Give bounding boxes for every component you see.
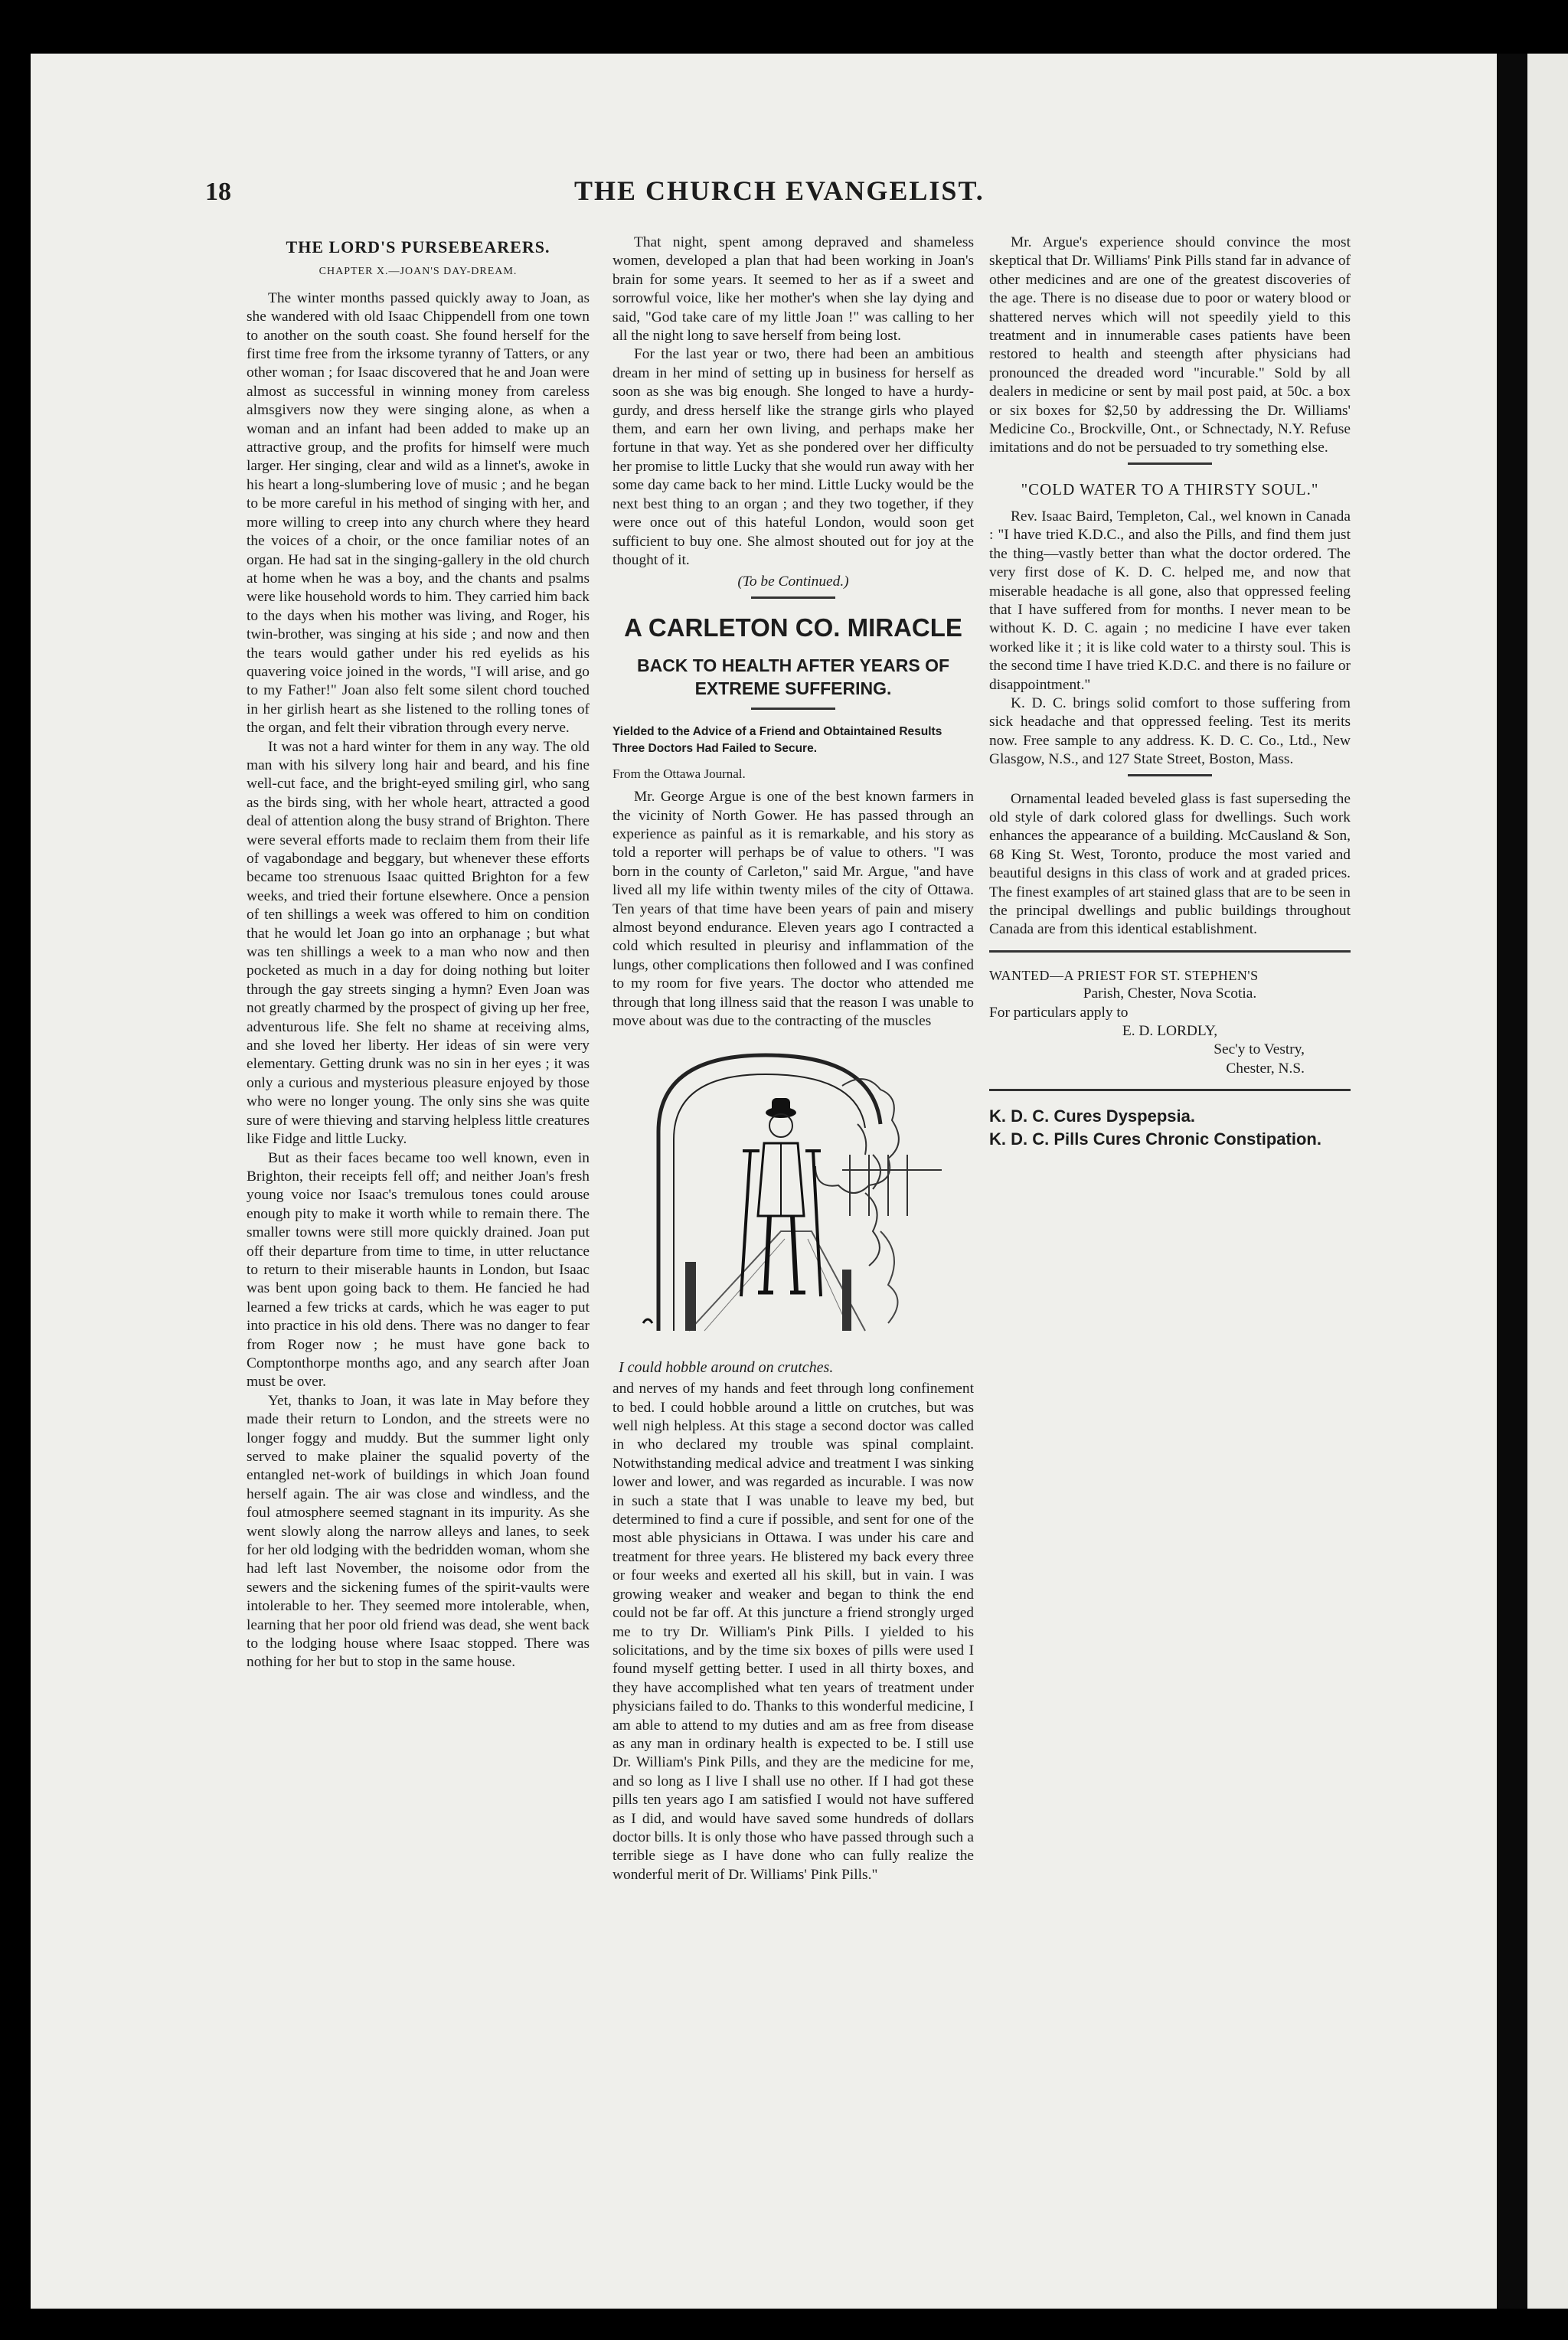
crutches-engraving-icon — [612, 1040, 949, 1346]
serial-paragraph: That night, spent among depraved and shameless women, developed a plan that had been working in Joan's brain for some years. It seemed to her as if a sweet and sorrowful voice, like her mother's when she lay dying and said, "God take care of my little Joan !" was calling to her all the night long to save herself from being lost. — [612, 234, 974, 345]
wanted-place: Chester, N.S. — [1226, 1060, 1305, 1077]
next-page-edge — [1527, 54, 1568, 2309]
chapter-heading: CHAPTER X.—JOAN'S DAY-DREAM. — [318, 266, 518, 278]
column-3 — [989, 234, 1351, 1151]
divider — [989, 1089, 1351, 1091]
page-number: 18 — [205, 178, 231, 206]
serial-title: THE LORD'S PURSEBEARERS. — [286, 237, 550, 257]
glass-notice: Ornamental leaded beveled glass is fast superseding the old style of dark colored glass for dwellings. Such work enhances the appearance of a building. McCausland & Son, 68 King St. West, Toronto, produce the most varied and beautiful designs in this class of work and at graded prices. The finest examples of art stained glass that are to be seen in the principal dwellings and public buildings throughout Canada are from this identical establishment. — [989, 790, 1351, 938]
to-be-continued: (To be Continued.) — [737, 574, 849, 590]
column-2 — [612, 234, 974, 1884]
serial-paragraph: It was not a hard winter for them in any way. The old man with his silvery long hair and beard, and his fine well-cut face, and the bright-eyed smiling girl, who sang as the birds sing, with her whole heart, attracted a good deal of attention along the busy strand of Brighton. There were several efforts made to reclaim them from their life of vagabondage and beggary, but whenever these efforts became too strenuous Isaac quitted Brighton for a few weeks, and tried their fortune elsewhere. Once a pension of ten shillings a week was offered to him on condition that he would let Joan go into an orphanage ; but what was ten shillings a week to a man who now and then pocketed as much in a day for doing nothing but loiter through the gay streets singing a hymn? Even Joan was not greatly charmed by the prospect of giving up her free, adventurous life. She felt no shame at receiving alms, and she loved her liberty. Her ideas of sin were very elementary. Getting drunk was no sin in her eyes ; it was only a curious and mysterious pleasure enjoyed by those who were no longer young. The only sins she was quite sure of were thieving and starving helpless little creatures like Fidge and little Lucky. — [247, 738, 590, 1148]
miracle-paragraph: Mr. George Argue is one of the best known farmers in the vicinity of North Gower. He has passed through an experience as painful as it is remarkable, and his story as told a reporter will perhaps be of value to others. "I was born in the county of Carleton," said Mr. Argue, "and have lived all my life within twenty miles of the city of Ottawa. Ten years of that time have been years of pain and misery almost beyond endurance. Eleven years ago I contracted a cold which resulted in pleurisy and inflammation of the lungs, other complications then followed and I was confined to my room for five years. The doctor who attended me through that long illness said that the reason I was unable to move about was due to the contracting of the muscles — [612, 789, 974, 1029]
column-1 — [247, 234, 590, 1672]
miracle-paragraph: Mr. Argue's experience should convince the most skeptical that Dr. Williams' Pink Pills stand far in advance of other medicines and are one of the greatest discoveries of the age. There is no disease due to poor or watery blood or shattered nerves which will not speedily yield to this treatment and in innumerable cases patients have been restored to health and steength after physicians had pronounced the dreaded word "incurable." Sold by all dealers in medicine or sent by mail post paid, at 50c. a box or six boxes for $2,50 by addressing the Dr. Williams' Medicine Co., Brockville, Ont., or Schnectady, N.Y. Refuse imitations and do not be persuaded to try something else. — [989, 234, 1351, 456]
kdc-ad: K. D. C. Pills Cures Chronic Constipation. — [989, 1129, 1321, 1149]
divider — [1128, 774, 1212, 776]
wanted-parish: Parish, Chester, Nova Scotia. — [1083, 985, 1257, 1002]
wanted-name: E. D. LORDLY, — [1122, 1023, 1218, 1040]
gutter-shadow — [1497, 54, 1527, 2309]
cold-water-paragraph: K. D. C. brings solid comfort to those suffering from sick headache and that oppressed feeling. Test its merits now. Free sample to any address. K. D. C. Co., Ltd., New Glasgow, N.S., and 127 State Street, Boston, Mass. — [989, 694, 1351, 768]
miracle-headline: A CARLETON CO. MIRACLE — [624, 613, 962, 642]
serial-paragraph: The winter months passed quickly away to Joan, as she wandered with old Isaac Chippendell from one town to another on the south coast. She found herself for the first time free from the irksome tyranny of Tatters, or any other woman ; for Isaac discovered that he and Joan were almost as successful in winning money from careless almsgivers now they were singing alone, as when a woman and an infant had been added to make up an attractive group, and the profits for himself were much larger. Her singing, clear and wild as a linnet's, awoke in his heart a long-slumbering love of music ; and he began to be more careful in his method of singing with her, and more willing to creep into any church where they heard the voices of a choir, or the once familiar notes of an organ. He had sat in the singing-gallery in the old church at home when he was a boy, and the chants and psalms were like household words to him. They carried him back to the days when his mother was living, and Roger, his twin-brother, was singing at his side ; and now and then the tears would gather under his red eyelids as his quavering voice joined in the words, "I will arise, and go to my Father!" Joan also felt some silent chord touched in her girlish heart as she listened to the rolling tones of the organ, and felt their vibration through every nerve. — [247, 289, 590, 737]
divider — [1128, 462, 1212, 465]
divider — [751, 596, 835, 599]
wanted-lead: WANTED—A PRIEST FOR ST. STEPHEN'S — [989, 967, 1259, 983]
journal-title: THE CHURCH EVANGELIST. — [574, 175, 985, 206]
miracle-subheadline: BACK TO HEALTH AFTER YEARS OF EXTREME SUFFERING. — [636, 655, 950, 698]
serial-paragraph: For the last year or two, there had been an ambitious dream in her mind of setting up in business for herself as soon as she was big enough. She longed to have a hurdy-gurdy, and dress herself like the strange girls who played them, and earn her own living, and perhaps make her fortune in that way. Yet as she pondered over her difficulty her promise to little Lucky that she would run away with her some day came back to her mind. Little Lucky would be the next best thing to an organ ; and they two together, if they were once out of this hateful London, would soon get sufficient to buy one. She almost shouted out for joy at the thought of it. — [612, 346, 974, 568]
miracle-paragraph: and nerves of my hands and feet through long confinement to bed. I could hobble around a little on crutches, but was well nigh helpless. At this stage a second doctor was called in who declared my trouble was spinal complaint. Notwithstanding medical advice and treatment I was sinking lower and lower, and was regarded as incurable. I was now in such a state that I was unable to leave my bed, but determined to find a cure if possible, and sent for one of the most able physicians in Ottawa. I was under his care and treatment for three years. He blistered my back every three or four weeks and exerted all his skill, but in vain. I was growing weaker and weaker and began to think the end could not be far off. At this juncture a friend strongly urged me to try Dr. William's Pink Pills. I yielded to his solicitations, and by the time six boxes of pills were used I found myself getting better. I used in all thirty boxes, and they have accomplished what ten years of treatment under physicians failed to do. Thanks to this wonderful medicine, I am able to attend to my duties and am as free from disease as any man in ordinary health is expected to be. I still use Dr. William's Pink Pills, and they are the medicine for me, and so long as I live I shall use no other. If I had got these pills ten years ago I am satisfied I would not have suffered as I did, and would have saved some hundreds of dollars doctor bills. It is only those who have passed through such a terrible siege as I have done who can fully realize the wonderful merit of Dr. Williams' Pink Pills." — [612, 1381, 974, 1883]
figure-caption: I could hobble around on crutches. — [619, 1358, 834, 1376]
cold-water-heading: "COLD WATER TO A THIRSTY SOUL." — [1021, 479, 1319, 498]
divider — [989, 950, 1351, 953]
man-on-crutches-illustration — [612, 1040, 974, 1351]
serial-paragraph: Yet, thanks to Joan, it was late in May before they made their return to London, and the streets were no longer foggy and muddy. But the summer light only served to make plainer the squalid poverty of the entangled net-work of buildings in which Joan found herself again. The air was close and windless, and the foul atmosphere seemed stagnant in its impurity. As she went slowly along the narrow alleys and lanes, to seek for her old lodging with the bedridden woman, whom she had left last November, the noisome odor from the sewers and the sickening fumes of the spirit-vaults were intolerable to her. They seemed more intolerable, when, learning that her poor old friend was dead, she went back to the lodging house where Isaac stopped. There was nothing for her but to stop in the same house. — [247, 1392, 590, 1671]
kdc-ad: K. D. C. Cures Dyspepsia. — [989, 1106, 1195, 1126]
wanted-notice — [989, 966, 1351, 1078]
miracle-deck: Yielded to the Advice of a Friend and Obtaintained Results Three Doctors Had Failed to Secure. — [612, 724, 942, 755]
miracle-source: From the Ottawa Journal. — [612, 766, 746, 781]
wanted-role: Sec'y to Vestry, — [1214, 1041, 1305, 1058]
divider — [751, 708, 835, 710]
cold-water-paragraph: Rev. Isaac Baird, Templeton, Cal., wel known in Canada : "I have tried K.D.C., and also the Pills, and find them just the thing—vastly better than what the doctor ordered. The very first dose of K. D. C. helped me, and now that miserable headache is all gone, also that oppressed feeling that I have suffered from for months. I never mean to be without K. D. C. again ; no medicine I have ever taken worked like it ; it is like cold water to a thirsty soul. This is the second time I have tried K.D.C. and there is no failure or disappointment." — [989, 508, 1351, 693]
wanted-apply: For particulars apply to — [989, 1004, 1129, 1021]
serial-paragraph: But as their faces became too well known, even in Brighton, their receipts fell off; and neither Joan's fresh young voice nor Isaac's tremulous tones could arouse enough pity to make it worth while to remain there. The smaller towns were still more quickly drained. Joan put off their departure from time to time, in utter reluctance to return to their miserable haunts in London, but Isaac was bent upon going back to them. He fancied he had learned a few tricks at cards, which he was eager to put into practice in his old dens. There was no danger to fear from Roger now ; he must have gone back to Comptonthorpe months ago, and any search after Joan must be over. — [247, 1149, 590, 1391]
